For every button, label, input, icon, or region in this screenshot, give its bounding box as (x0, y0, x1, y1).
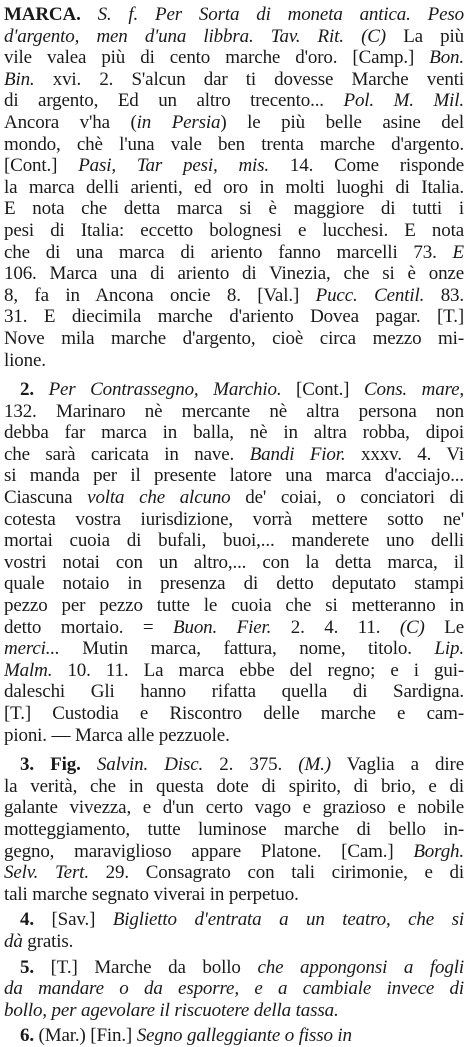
text-run: Pol. M. Mil. (343, 90, 464, 112)
text-run: Fig. (33, 754, 81, 776)
text-run: gratis. (22, 930, 74, 952)
entry-line (4, 819, 464, 841)
entry-line (4, 177, 464, 199)
text-run: xxxv. 4. Vi (345, 443, 464, 465)
text-run: daleschi Gli hanno rifatta quella di Sardigna. (4, 681, 464, 703)
text-run: (M.) (298, 754, 331, 776)
text-run: di argento, Ed un altro trecento... (4, 90, 344, 112)
text-run: Bon. (429, 47, 464, 69)
text-run: 4. (20, 909, 34, 931)
text-run: si manda per il presente latore una marca d'acciajo... (4, 465, 464, 487)
entry-section-s2 (4, 379, 464, 746)
text-run: Biglietto d'entrata a un teatro, che si (112, 909, 464, 931)
entry-section-s1 (4, 4, 464, 371)
entry-line (4, 509, 464, 531)
entry-section-s4 (4, 909, 464, 952)
text-run: 2. 4. 11. (271, 616, 400, 638)
entry-line (4, 285, 464, 307)
entry-line (4, 957, 464, 979)
text-run: cotesta vostra iurisdizione, vorrà mettere sotto ne' (4, 508, 464, 530)
text-run: ) le più belle asine del (220, 111, 464, 133)
text-run: Salvin. Disc. (80, 754, 204, 776)
text-run: 29. Consagrato con tali cirimonie, e di (88, 862, 464, 884)
entry-line (4, 422, 464, 444)
text-run: 2. (20, 379, 34, 401)
entry-line (4, 112, 464, 134)
text-run: pesi di Italia: eccetto bolognesi e lucchesi. E nota (4, 219, 464, 241)
entry-section-s5 (4, 957, 464, 1022)
text-run: (C) (399, 616, 425, 638)
text-run: volta che alcuno (87, 487, 231, 509)
text-run: Vaglia a dire (330, 754, 464, 776)
text-run: Ciascuna (4, 487, 88, 509)
text-run: Bandi Fior. (249, 443, 346, 465)
text-run: Ancora v'ha ( (4, 111, 137, 133)
text-run: d'argento, men d'una libbra. Tav. Rit. (C) (4, 25, 386, 47)
entry-line (4, 884, 464, 906)
text-run: 132. Marinaro nè mercante nè altra persona non (4, 400, 464, 422)
text-run: motteggiamento, tutte luminose marche di bello in- (4, 818, 464, 840)
text-run: xvi. 2. S'alcun dar ti dovesse Marche venti (34, 68, 464, 90)
text-run: E nota che detta marca si è maggiore di tutti i (4, 198, 464, 220)
text-run: quale notaio in presenza di detto deputato stampi (4, 573, 464, 595)
text-run: lione. (4, 349, 46, 371)
entry-line (4, 703, 464, 725)
entry-line (4, 155, 464, 177)
text-run: vostri notai con un altro,... con la detta marca, il (4, 551, 464, 573)
text-run: pezzo per pezzo tutte le cuoia che si metteranno in (4, 595, 464, 617)
entry-line (4, 931, 464, 953)
text-run: (Mar.) [Fin.] (33, 1025, 137, 1047)
text-run: Pucc. Centil. (315, 284, 425, 306)
section-spacer (4, 746, 464, 754)
text-run: S. f. (80, 4, 139, 25)
entry-line (4, 90, 464, 112)
text-run: [T.] Custodia e Riscontro delle marche e cam- (4, 703, 464, 724)
entry-line (4, 909, 464, 931)
entry-line (4, 328, 464, 350)
entry-line (4, 242, 464, 264)
text-run: Per Sorta di moneta antica. Peso (138, 4, 464, 25)
text-run: mondo, chè l'una vale ben trenta marche d'argento. (4, 133, 464, 155)
entry-line (4, 47, 464, 69)
entry-line (4, 4, 464, 26)
entry-line (4, 725, 464, 747)
text-run: 5. (20, 956, 34, 978)
entry-line (4, 660, 464, 682)
text-run: che di una marca di ariento fanno marcelli 73. (4, 241, 453, 263)
text-run: bollo, per agevolare il riscuotere della tassa. (4, 999, 339, 1021)
entry-line (4, 1000, 464, 1022)
text-run: in Persia (136, 111, 221, 133)
dictionary-entry-marca (4, 4, 464, 1047)
entry-line (4, 26, 464, 48)
entry-line (4, 978, 464, 1000)
text-run: 10. 11. La marca ebbe del regno; e i gui- (52, 659, 464, 681)
entry-line (4, 617, 464, 639)
entry-line (4, 465, 464, 487)
text-run: vile valea più di cento marche d'oro. [Camp.] (4, 47, 430, 69)
entry-line (4, 841, 464, 863)
text-run: detto mortaio. = (4, 616, 174, 638)
entry-line (4, 862, 464, 884)
text-run: la verità, che in questa dote di spirito, di brio, e di (4, 775, 464, 797)
text-run: 31. E diecimila marche d'ariento Dovea pagar. [T.] (4, 306, 464, 328)
entry-line (4, 198, 464, 220)
entry-line (4, 350, 464, 372)
text-run: 106. Marca una di ariento di Vinezia, che si è onze (4, 263, 464, 285)
text-run: gegno, maraviglioso appare Platone. [Cam.] (4, 840, 414, 862)
text-run: 14. Come risponde (269, 155, 464, 177)
entry-line (4, 638, 464, 660)
entry-line (4, 552, 464, 574)
text-run: 3. (20, 754, 34, 776)
text-run: galante vivezza, e d'un certo vago e grazioso e nobile (4, 797, 464, 819)
entry-line (4, 69, 464, 91)
text-run: Selv. Tert. (4, 862, 89, 884)
text-run: [T.] Marche da bollo (33, 956, 258, 978)
text-run: Borgh. (413, 840, 464, 862)
text-run: che sarà caricata in nave. (4, 443, 250, 465)
entry-line (4, 595, 464, 617)
text-run: Cons. mare, (363, 379, 464, 401)
text-run: da mandare o da esporre, e a cambiale invece di (4, 978, 464, 1000)
text-run: 2. 375. (203, 754, 299, 776)
text-run: Segno galleggiante o fisso in (136, 1025, 352, 1047)
text-run: MARCA. (4, 4, 81, 25)
text-run: [Cont.] (4, 155, 79, 177)
entry-line (4, 134, 464, 156)
text-run: dà (4, 930, 23, 952)
text-run: Buon. Fier. (173, 616, 272, 638)
entry-line (4, 776, 464, 798)
entry-line (4, 487, 464, 509)
text-run: pioni. — Marca alle pezzuole. (4, 724, 230, 746)
entry-line (4, 444, 464, 466)
text-run: Lip. (434, 638, 464, 660)
entry-line (4, 573, 464, 595)
entry-line (4, 797, 464, 819)
entry-section-s6 (4, 1025, 464, 1047)
text-run: Per Contrassegno, Marchio. (33, 379, 282, 401)
entry-line (4, 220, 464, 242)
section-spacer (4, 371, 464, 379)
text-run: Malm. (4, 659, 53, 681)
entry-line (4, 306, 464, 328)
text-run: la marca delli arienti, ed oro in molti luoghi di Italia. (4, 176, 464, 198)
text-run: 83. (424, 284, 464, 306)
text-run: debba far marca in balla, nè in altra robba, dipoi (4, 422, 464, 444)
entry-line (4, 379, 464, 401)
text-run: [Sav.] (33, 909, 113, 931)
text-run: merci... (4, 638, 60, 660)
entry-line (4, 754, 464, 776)
text-run: E (452, 241, 464, 263)
text-run: tali marche segnato viverai in perpetuo. (4, 883, 299, 905)
text-run: 8, fa in Ancona oncie 8. [Val.] (4, 284, 316, 306)
text-run: che appongonsi a fogli (257, 956, 464, 978)
entry-line (4, 263, 464, 285)
entry-line (4, 1025, 464, 1047)
entry-line (4, 401, 464, 423)
text-run: Pasi, Tar pesi, mis. (78, 155, 270, 177)
text-run: Nove mila marche d'argento, cioè circa mezzo mi- (4, 327, 464, 349)
text-run: La più (385, 25, 464, 47)
text-run: mortai cuoia di bufali, buoi,... manderete uno delli (4, 530, 464, 552)
entry-line (4, 681, 464, 703)
text-run: Le (424, 616, 464, 638)
entry-line (4, 530, 464, 552)
text-run: de' coiai, o conciatori di (230, 487, 464, 509)
text-run: Mutin marca, fattura, nome, titolo. (59, 638, 435, 660)
text-run: Bin. (4, 68, 35, 90)
text-run: 6. (20, 1025, 34, 1047)
entry-section-s3 (4, 754, 464, 905)
text-run: [Cont.] (281, 379, 364, 401)
